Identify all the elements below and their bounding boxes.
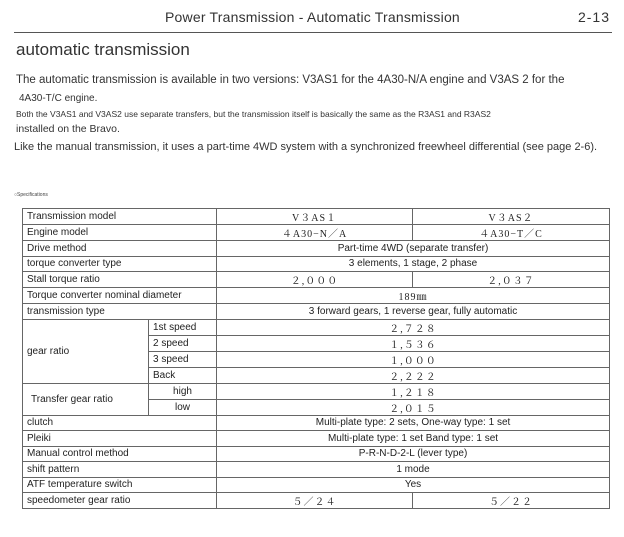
- torque-converter-type-label: torque converter type: [23, 256, 217, 272]
- table-row: [23, 383, 610, 399]
- table-row: [23, 225, 610, 241]
- intro-paragraph-line-1: The automatic transmission is available in two versions: V3AS1 for the 4A30-N/A engine and V3AS 2 for the: [16, 74, 565, 86]
- stall-torque-ratio-v2: ２,０３７: [413, 272, 610, 288]
- intro-paragraph-line-2: 4A30-T/C engine.: [19, 93, 98, 104]
- shift-pattern-value: 1 mode: [217, 462, 610, 478]
- gear-ratio-sub-2nd: 2 speed: [149, 335, 217, 351]
- table-row: [23, 319, 610, 335]
- gear-ratio-value-1st: ２,７２８: [217, 319, 610, 335]
- transfer-gear-ratio-value-high: １,２１８: [217, 383, 610, 399]
- torque-converter-diameter-value: 189㎜: [217, 288, 610, 304]
- transmission-model-label: Transmission model: [23, 209, 217, 225]
- stall-torque-ratio-v1: ２,０００: [217, 272, 413, 288]
- gear-ratio-sub-back: Back: [149, 367, 217, 383]
- torque-converter-type-value: 3 elements, 1 stage, 2 phase: [217, 256, 610, 272]
- transfer-gear-ratio-label: Transfer gear ratio: [23, 383, 149, 415]
- atf-switch-value: Yes: [217, 477, 610, 493]
- engine-model-label: Engine model: [23, 225, 217, 241]
- drive-method-label: Drive method: [23, 241, 217, 257]
- table-row: [23, 477, 610, 493]
- gear-ratio-value-3rd: １,０００: [217, 351, 610, 367]
- table-row: [23, 462, 610, 478]
- transmission-model-v1: V３AS１: [217, 209, 413, 225]
- pleiki-value: Multi-plate type: 1 set Band type: 1 set: [217, 431, 610, 447]
- table-row: [23, 288, 610, 304]
- transfer-note-line-2: installed on the Bravo.: [16, 123, 120, 135]
- atf-switch-label: ATF temperature switch: [23, 477, 217, 493]
- table-row: [23, 431, 610, 447]
- gear-ratio-sub-1st: 1st speed: [149, 319, 217, 335]
- table-row: [23, 415, 610, 431]
- torque-converter-diameter-label: Torque converter nominal diameter: [23, 288, 217, 304]
- header-divider: [14, 32, 612, 33]
- shift-pattern-label: shift pattern: [23, 462, 217, 478]
- transfer-gear-ratio-value-low: ２,０１５: [217, 399, 610, 415]
- gear-ratio-label: gear ratio: [23, 319, 149, 383]
- transfer-gear-ratio-sub-high: high: [149, 383, 217, 399]
- header-title: Power Transmission - Automatic Transmission: [165, 9, 460, 25]
- clutch-label: clutch: [23, 415, 217, 431]
- specifications-table: [22, 208, 610, 509]
- manual-control-label: Manual control method: [23, 446, 217, 462]
- speedometer-gear-ratio-label: speedometer gear ratio: [23, 493, 217, 509]
- drive-method-value: Part-time 4WD (separate transfer): [217, 241, 610, 257]
- engine-model-v1: ４A30−N／A: [217, 225, 413, 241]
- table-row: [23, 446, 610, 462]
- gear-ratio-sub-3rd: 3 speed: [149, 351, 217, 367]
- speedometer-gear-ratio-v1: ５／２４: [217, 493, 413, 509]
- section-title: automatic transmission: [16, 40, 190, 59]
- gear-ratio-value-2nd: １,５３６: [217, 335, 610, 351]
- 4wd-note: Like the manual transmission, it uses a part-time 4WD system with a synchronized freewheel differential (see page 2-6).: [14, 141, 598, 153]
- gear-ratio-value-back: ２,２２２: [217, 367, 610, 383]
- table-row: [23, 272, 610, 288]
- table-row: [23, 304, 610, 320]
- specifications-caption: ○Specifications: [14, 192, 48, 198]
- stall-torque-ratio-label: Stall torque ratio: [23, 272, 217, 288]
- clutch-value: Multi-plate type: 2 sets, One-way type: 1 set: [217, 415, 610, 431]
- speedometer-gear-ratio-v2: ５／２２: [413, 493, 610, 509]
- table-row: [23, 256, 610, 272]
- table-row: [23, 209, 610, 225]
- transmission-type-label: transmission type: [23, 304, 217, 320]
- transmission-model-v2: V３AS２: [413, 209, 610, 225]
- manual-control-value: P-R-N-D-2-L (lever type): [217, 446, 610, 462]
- table-row: [23, 493, 610, 509]
- transfer-note-line-1: Both the V3AS1 and V3AS2 use separate transfers, but the transmission itself is basically the same as the R3AS1 and R3AS2: [16, 109, 491, 119]
- pleiki-label: Pleiki: [23, 431, 217, 447]
- engine-model-v2: ４A30−T／C: [413, 225, 610, 241]
- table-row: [23, 241, 610, 257]
- page-number: 2-13: [577, 9, 610, 25]
- transfer-gear-ratio-sub-low: low: [149, 399, 217, 415]
- transmission-type-value: 3 forward gears, 1 reverse gear, fully automatic: [217, 304, 610, 320]
